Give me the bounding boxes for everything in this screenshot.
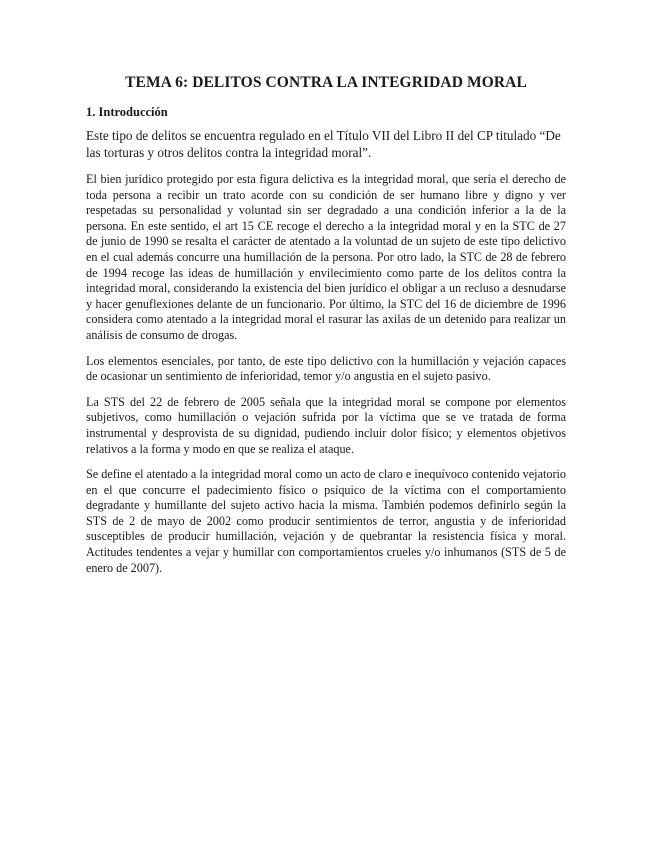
document-page <box>86 74 566 586</box>
document-title: TEMA 6: DELITOS CONTRA LA INTEGRIDAD MORAL <box>125 74 527 91</box>
body-paragraph-1: El bien jurídico protegido por esta figura delictiva es la integridad moral, que sería el derecho de toda persona a recibir un trato acorde con su condición de ser humano libre y digno y ver respetadas su personalidad y voluntad sin ser degradado a una condición inferior a la de la persona. En este sentido, el art 15 CE recoge el derecho a la integridad moral y en la STC de 27 de junio de 1990 se resalta el carácter de atentado a la voluntad de un sujeto de este tipo delictivo en el cual además concurre una humillación de la persona. Por otro lado, la STC de 28 de febrero de 1994 recoge las ideas de humillación y envilecimiento como parte de los delitos contra la integridad moral, considerando la existencia del bien jurídico el obligar a un recluso a desnudarse y hacer genuflexiones delante de un funcionario. Por último, la STC del 16 de diciembre de 1996 considera como atentado a la integridad moral el rasurar las axilas de un detenido para realizar un análisis de consumo de drogas. <box>86 172 566 342</box>
section-heading: 1. Introducción <box>86 105 168 119</box>
body-paragraph-4: Se define el atentado a la integridad moral como un acto de claro e inequívoco contenido vejatorio en el que concurre el padecimiento físico o psíquico de la víctima con el comportamiento degradante y humillante del sujeto activo hacia la misma. También podemos definirlo según la STS de 2 de mayo de 2002 como producir sentimientos de terror, angustia y de inferioridad susceptibles de producir humillación, vejación y de quebrantar la resistencia física y moral. Actitudes tendentes a vejar y humillar con comportamientos crueles y/o inhumanos (STS de 5 de enero de 2007). <box>86 467 566 575</box>
body-paragraph-2: Los elementos esenciales, por tanto, de este tipo delictivo con la humillación y vejación capaces de ocasionar un sentimiento de inferioridad, temor y/o angustia en el sujeto pasivo. <box>86 353 566 384</box>
intro-paragraph: Este tipo de delitos se encuentra regulado en el Título VII del Libro II del CP titulado “De las torturas y otros delitos contra la integridad moral”. <box>86 128 561 160</box>
body-paragraph-3: La STS del 22 de febrero de 2005 señala que la integridad moral se compone por elementos subjetivos, como humillación o vejación sufrida por la víctima que se ve tratada de forma instrumental y desprovista de su dignidad, pudiendo incluir dolor físico; y elementos objetivos relativos a la forma y modo en que se realiza el ataque. <box>86 394 566 456</box>
